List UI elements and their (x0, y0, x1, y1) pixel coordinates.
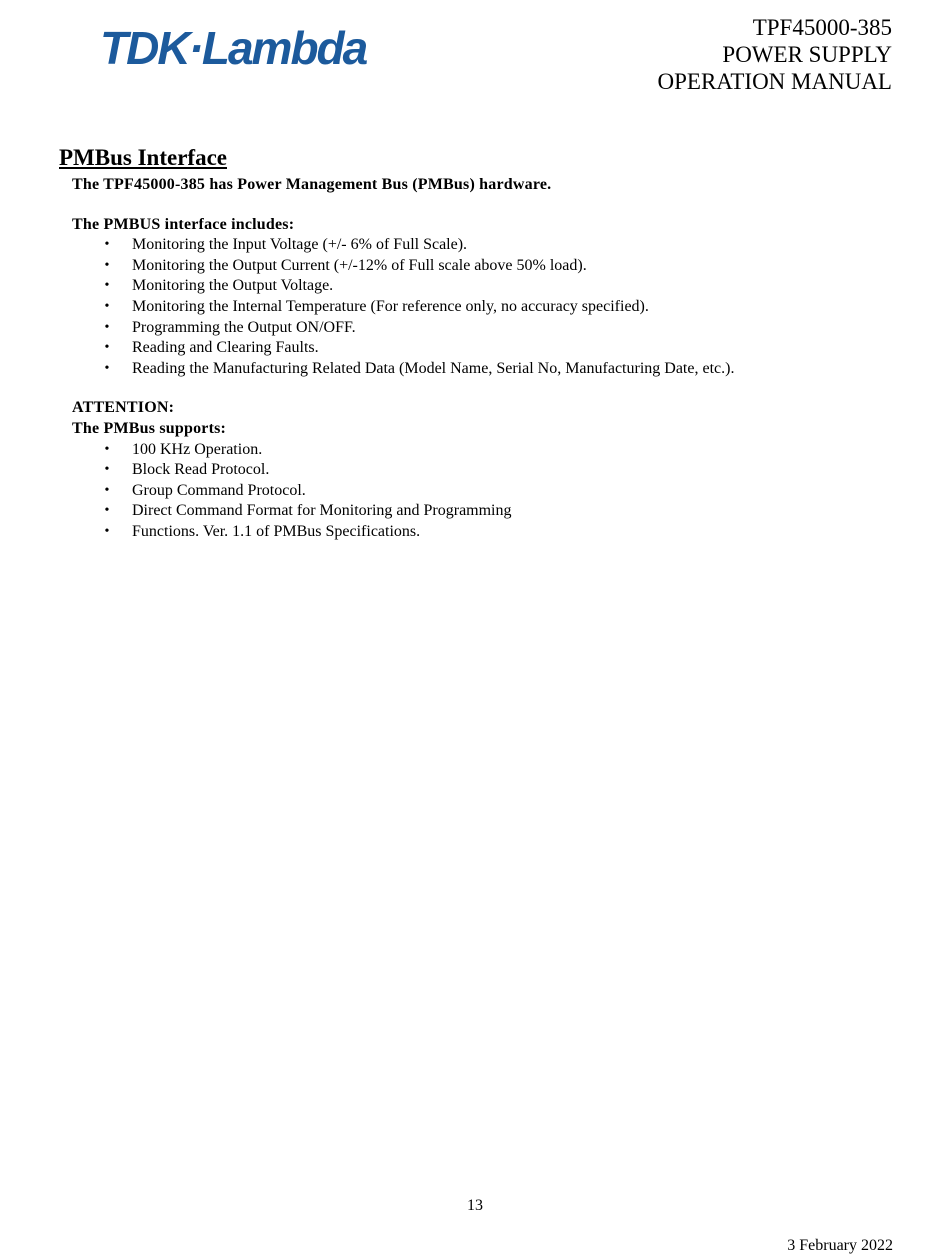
tdk-lambda-logo: TDK·Lambda (100, 22, 367, 74)
document-header (658, 14, 892, 95)
intro-text: The TPF45000-385 has Power Management Bus (PMBus) hardware. (72, 176, 552, 193)
list-item: • Monitoring the Output Current (+/-12% of Full scale above 50% load). (72, 256, 892, 277)
bullet-icon: • (104, 237, 110, 253)
list-item: • Monitoring the Internal Temperature (For reference only, no accuracy specified). (72, 297, 892, 318)
bullet-icon: • (104, 462, 110, 478)
supports-heading: The PMBus supports: (72, 419, 227, 437)
list-item: • Monitoring the Output Voltage. (72, 276, 892, 297)
bullet-icon: • (104, 523, 110, 539)
bullet-icon: • (104, 360, 110, 376)
document-date: 3 February 2022 (787, 1237, 893, 1254)
list-item: • Functions. Ver. 1.1 of PMBus Specifications. (72, 522, 892, 543)
list-item: • Direct Command Format for Monitoring and Programming (72, 501, 892, 522)
list-item: • Group Command Protocol. (72, 481, 892, 502)
list-item: • 100 KHz Operation. (72, 440, 892, 461)
bullet-icon: • (104, 298, 110, 314)
list-item: • Reading and Clearing Faults. (72, 338, 892, 359)
bullet-icon: • (104, 503, 110, 519)
bullet-icon: • (104, 278, 110, 294)
bullet-icon: • (104, 441, 110, 457)
section-title: PMBus Interface (59, 145, 227, 170)
bullet-icon: • (104, 340, 110, 356)
header-title-line-2: OPERATION MANUAL (657, 69, 892, 94)
includes-list (72, 235, 892, 379)
attention-label: ATTENTION: (72, 399, 175, 417)
section-content (72, 175, 892, 543)
list-item: • Monitoring the Input Voltage (+/- 6% of Full Scale). (72, 235, 892, 256)
bullet-icon: • (104, 482, 110, 498)
page-number: 13 (467, 1197, 483, 1214)
bullet-icon: • (104, 257, 110, 273)
bullet-icon: • (104, 319, 110, 335)
header-title-line-1: POWER SUPPLY (722, 42, 892, 67)
includes-heading: The PMBUS interface includes: (72, 215, 295, 233)
list-item: • Reading the Manufacturing Related Data (Model Name, Serial No, Manufacturing Date, etc.). (72, 359, 892, 380)
model-number: TPF45000-385 (752, 15, 892, 40)
supports-list (72, 440, 892, 543)
list-item: • Block Read Protocol. (72, 460, 892, 481)
list-item: • Programming the Output ON/OFF. (72, 318, 892, 339)
